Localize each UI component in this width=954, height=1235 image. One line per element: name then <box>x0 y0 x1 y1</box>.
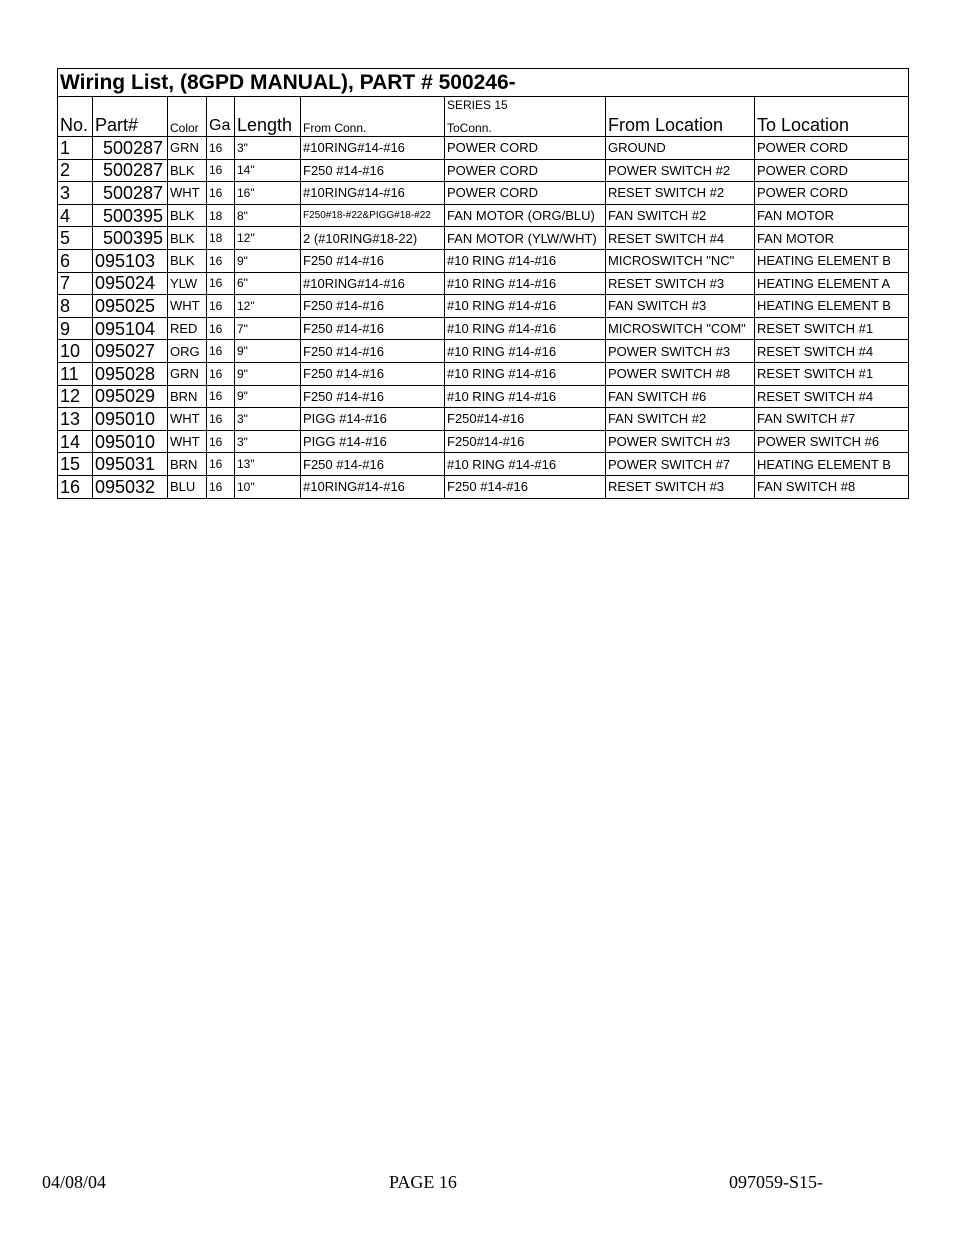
cell-to-conn: #10 RING #14-#16 <box>445 362 606 385</box>
cell-part: 095010 <box>93 408 168 431</box>
header-length: Length <box>235 112 301 137</box>
cell-part: 095031 <box>93 453 168 476</box>
header-to-conn: ToConn. <box>445 112 606 137</box>
cell-color: WHT <box>168 295 207 318</box>
header-ga: Ga <box>207 112 235 137</box>
blank-cell <box>93 97 168 113</box>
cell-from-conn: #10RING#14-#16 <box>301 137 445 160</box>
header-color: Color <box>168 112 207 137</box>
cell-part: 095104 <box>93 317 168 340</box>
cell-part: 500287 <box>93 137 168 160</box>
table-row <box>58 317 909 340</box>
cell-from-location: POWER SWITCH #8 <box>606 362 755 385</box>
footer-date: 04/08/04 <box>42 1172 107 1192</box>
table-row <box>58 227 909 250</box>
cell-no: 4 <box>58 204 93 227</box>
table-title: Wiring List, (8GPD MANUAL), PART # 500246- <box>58 69 909 97</box>
cell-from-location: POWER SWITCH #3 <box>606 340 755 363</box>
cell-length: 9" <box>235 249 301 272</box>
cell-to-conn: F250 #14-#16 <box>445 475 606 498</box>
cell-color: BLK <box>168 249 207 272</box>
footer-page-number: PAGE 16 <box>389 1172 457 1192</box>
cell-length: 12" <box>235 295 301 318</box>
table-row <box>58 249 909 272</box>
cell-gauge: 16 <box>207 340 235 363</box>
blank-cell <box>606 97 755 113</box>
cell-color: WHT <box>168 408 207 431</box>
cell-no: 2 <box>58 159 93 182</box>
cell-to-conn: #10 RING #14-#16 <box>445 340 606 363</box>
cell-gauge: 16 <box>207 385 235 408</box>
cell-color: GRN <box>168 137 207 160</box>
header-part: Part# <box>93 112 168 137</box>
cell-to-conn: #10 RING #14-#16 <box>445 272 606 295</box>
cell-color: GRN <box>168 362 207 385</box>
cell-from-conn: #10RING#14-#16 <box>301 475 445 498</box>
cell-from-conn: F250 #14-#16 <box>301 317 445 340</box>
cell-from-location: FAN SWITCH #2 <box>606 408 755 431</box>
cell-to-conn: #10 RING #14-#16 <box>445 385 606 408</box>
cell-no: 5 <box>58 227 93 250</box>
cell-to-location: HEATING ELEMENT A <box>755 272 909 295</box>
cell-to-location: RESET SWITCH #4 <box>755 340 909 363</box>
cell-gauge: 16 <box>207 249 235 272</box>
table-row <box>58 340 909 363</box>
cell-no: 15 <box>58 453 93 476</box>
blank-cell <box>755 97 909 113</box>
cell-gauge: 16 <box>207 453 235 476</box>
table-row <box>58 137 909 160</box>
cell-to-conn: POWER CORD <box>445 159 606 182</box>
cell-gauge: 16 <box>207 317 235 340</box>
cell-to-conn: #10 RING #14-#16 <box>445 453 606 476</box>
cell-to-location: HEATING ELEMENT B <box>755 249 909 272</box>
cell-part: 500287 <box>93 182 168 205</box>
cell-to-location: POWER SWITCH #6 <box>755 430 909 453</box>
cell-no: 3 <box>58 182 93 205</box>
cell-no: 7 <box>58 272 93 295</box>
cell-no: 9 <box>58 317 93 340</box>
cell-color: BRN <box>168 385 207 408</box>
cell-from-location: GROUND <box>606 137 755 160</box>
cell-from-conn: #10RING#14-#16 <box>301 272 445 295</box>
cell-to-conn: FAN MOTOR (YLW/WHT) <box>445 227 606 250</box>
cell-color: RED <box>168 317 207 340</box>
cell-gauge: 16 <box>207 475 235 498</box>
cell-length: 8" <box>235 204 301 227</box>
cell-color: WHT <box>168 182 207 205</box>
cell-to-location: POWER CORD <box>755 182 909 205</box>
cell-length: 16" <box>235 182 301 205</box>
cell-no: 8 <box>58 295 93 318</box>
cell-from-location: FAN SWITCH #3 <box>606 295 755 318</box>
table-row <box>58 204 909 227</box>
cell-length: 3" <box>235 137 301 160</box>
cell-part: 095103 <box>93 249 168 272</box>
cell-gauge: 16 <box>207 362 235 385</box>
cell-part: 095029 <box>93 385 168 408</box>
cell-from-location: RESET SWITCH #4 <box>606 227 755 250</box>
cell-gauge: 16 <box>207 295 235 318</box>
cell-color: BLK <box>168 227 207 250</box>
table-row <box>58 182 909 205</box>
header-to-location: To Location <box>755 112 909 137</box>
cell-no: 16 <box>58 475 93 498</box>
cell-from-conn: F250 #14-#16 <box>301 159 445 182</box>
cell-to-conn: #10 RING #14-#16 <box>445 249 606 272</box>
cell-from-location: POWER SWITCH #3 <box>606 430 755 453</box>
cell-to-location: RESET SWITCH #1 <box>755 362 909 385</box>
cell-gauge: 16 <box>207 430 235 453</box>
cell-color: YLW <box>168 272 207 295</box>
cell-no: 10 <box>58 340 93 363</box>
cell-part: 500395 <box>93 227 168 250</box>
cell-from-conn: F250 #14-#16 <box>301 340 445 363</box>
cell-part: 095028 <box>93 362 168 385</box>
cell-part: 095027 <box>93 340 168 363</box>
cell-no: 11 <box>58 362 93 385</box>
cell-to-location: HEATING ELEMENT B <box>755 295 909 318</box>
cell-gauge: 16 <box>207 182 235 205</box>
cell-length: 6" <box>235 272 301 295</box>
cell-no: 6 <box>58 249 93 272</box>
cell-length: 9" <box>235 340 301 363</box>
wiring-list-table <box>57 68 909 499</box>
cell-from-location: RESET SWITCH #3 <box>606 272 755 295</box>
cell-length: 13" <box>235 453 301 476</box>
table-row <box>58 295 909 318</box>
cell-from-location: MICROSWITCH "COM" <box>606 317 755 340</box>
cell-to-conn: POWER CORD <box>445 137 606 160</box>
cell-no: 12 <box>58 385 93 408</box>
cell-length: 9" <box>235 362 301 385</box>
table-row <box>58 453 909 476</box>
cell-color: BLK <box>168 159 207 182</box>
cell-to-conn: F250#14-#16 <box>445 430 606 453</box>
blank-cell <box>168 97 207 113</box>
cell-from-location: POWER SWITCH #7 <box>606 453 755 476</box>
cell-to-location: FAN MOTOR <box>755 227 909 250</box>
series-label: SERIES 15 <box>445 97 606 113</box>
cell-to-conn: FAN MOTOR (ORG/BLU) <box>445 204 606 227</box>
cell-part: 500287 <box>93 159 168 182</box>
cell-to-location: RESET SWITCH #4 <box>755 385 909 408</box>
table-row <box>58 475 909 498</box>
cell-to-location: FAN MOTOR <box>755 204 909 227</box>
cell-length: 3" <box>235 408 301 431</box>
table-row <box>58 362 909 385</box>
cell-length: 7" <box>235 317 301 340</box>
cell-part: 500395 <box>93 204 168 227</box>
cell-gauge: 16 <box>207 159 235 182</box>
cell-from-conn: F250#18-#22&PIGG#18-#22 <box>301 204 445 227</box>
cell-part: 095032 <box>93 475 168 498</box>
cell-color: ORG <box>168 340 207 363</box>
table-row <box>58 272 909 295</box>
blank-cell <box>235 97 301 113</box>
blank-cell <box>301 97 445 113</box>
cell-length: 14" <box>235 159 301 182</box>
blank-cell <box>58 97 93 113</box>
cell-to-conn: #10 RING #14-#16 <box>445 295 606 318</box>
header-from-conn: From Conn. <box>301 112 445 137</box>
cell-from-conn: F250 #14-#16 <box>301 249 445 272</box>
cell-to-location: POWER CORD <box>755 159 909 182</box>
cell-length: 12" <box>235 227 301 250</box>
cell-part: 095024 <box>93 272 168 295</box>
cell-from-conn: F250 #14-#16 <box>301 385 445 408</box>
cell-to-location: FAN SWITCH #7 <box>755 408 909 431</box>
cell-no: 14 <box>58 430 93 453</box>
cell-gauge: 16 <box>207 272 235 295</box>
cell-gauge: 16 <box>207 408 235 431</box>
cell-length: 3" <box>235 430 301 453</box>
cell-color: BRN <box>168 453 207 476</box>
cell-to-location: POWER CORD <box>755 137 909 160</box>
cell-from-conn: F250 #14-#16 <box>301 362 445 385</box>
cell-to-location: RESET SWITCH #1 <box>755 317 909 340</box>
header-no: No. <box>58 112 93 137</box>
cell-from-location: FAN SWITCH #2 <box>606 204 755 227</box>
cell-no: 13 <box>58 408 93 431</box>
cell-part: 095025 <box>93 295 168 318</box>
cell-to-conn: POWER CORD <box>445 182 606 205</box>
cell-from-conn: PIGG #14-#16 <box>301 408 445 431</box>
table-row <box>58 159 909 182</box>
cell-to-location: HEATING ELEMENT B <box>755 453 909 476</box>
cell-color: WHT <box>168 430 207 453</box>
cell-from-conn: PIGG #14-#16 <box>301 430 445 453</box>
table-row <box>58 385 909 408</box>
blank-cell <box>207 97 235 113</box>
cell-gauge: 18 <box>207 204 235 227</box>
cell-length: 9" <box>235 385 301 408</box>
cell-no: 1 <box>58 137 93 160</box>
cell-to-conn: #10 RING #14-#16 <box>445 317 606 340</box>
cell-from-location: RESET SWITCH #2 <box>606 182 755 205</box>
cell-length: 10" <box>235 475 301 498</box>
cell-from-location: POWER SWITCH #2 <box>606 159 755 182</box>
header-from-location: From Location <box>606 112 755 137</box>
footer-document-number: 097059-S15- <box>729 1172 823 1192</box>
cell-from-location: RESET SWITCH #3 <box>606 475 755 498</box>
cell-from-conn: 2 (#10RING#18-22) <box>301 227 445 250</box>
cell-to-conn: F250#14-#16 <box>445 408 606 431</box>
cell-gauge: 18 <box>207 227 235 250</box>
cell-color: BLK <box>168 204 207 227</box>
cell-from-location: FAN SWITCH #6 <box>606 385 755 408</box>
table-row <box>58 408 909 431</box>
cell-from-conn: #10RING#14-#16 <box>301 182 445 205</box>
cell-from-conn: F250 #14-#16 <box>301 295 445 318</box>
cell-to-location: FAN SWITCH #8 <box>755 475 909 498</box>
cell-from-location: MICROSWITCH "NC" <box>606 249 755 272</box>
table-row <box>58 430 909 453</box>
cell-part: 095010 <box>93 430 168 453</box>
cell-color: BLU <box>168 475 207 498</box>
cell-gauge: 16 <box>207 137 235 160</box>
cell-from-conn: F250 #14-#16 <box>301 453 445 476</box>
